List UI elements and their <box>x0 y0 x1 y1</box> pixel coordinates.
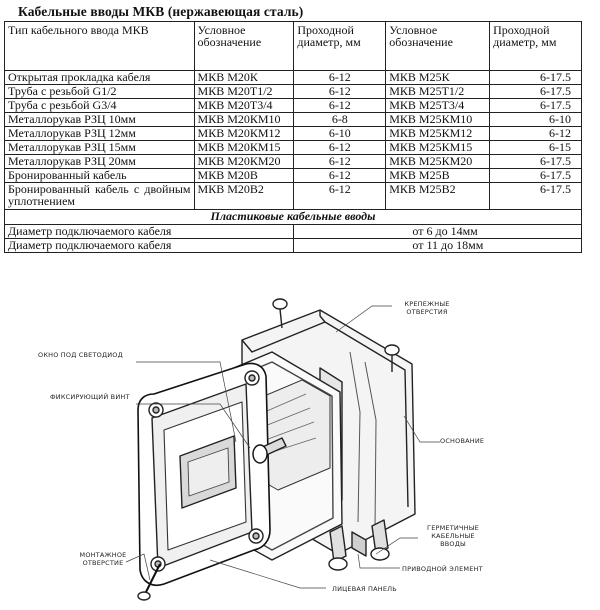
cell-designation-m20: МКВ М20В2 <box>194 183 294 210</box>
cell-value: от 11 до 18мм <box>294 239 582 253</box>
cell-parameter: Диаметр подключаемого кабеля <box>5 239 294 253</box>
cell-diameter-m20: 6-12 <box>294 85 386 99</box>
cell-diameter-m20: 6-12 <box>294 99 386 113</box>
cell-value: от 6 до 14мм <box>294 225 582 239</box>
cable-gland-table <box>4 21 582 253</box>
cell-type: Металлорукав РЗЦ 20мм <box>5 155 195 169</box>
cell-designation-m25: МКВ М25КМ20 <box>386 155 490 169</box>
cell-type: Труба с резьбой G3/4 <box>5 99 195 113</box>
table-row <box>5 85 582 99</box>
callout-mounting-hole: МОНТАЖНОЕ ОТВЕРСТИЕ <box>79 551 127 567</box>
table-row <box>5 71 582 85</box>
cell-diameter-m25: 6-12 <box>490 127 582 141</box>
cell-designation-m20: МКВ М20Т1/2 <box>194 85 294 99</box>
cell-designation-m20: МКВ М20КМ10 <box>194 113 294 127</box>
callout-led-window: ОКНО ПОД СВЕТОДИОД <box>38 351 123 359</box>
cell-designation-m20: МКВ М20КМ20 <box>194 155 294 169</box>
cell-diameter-m25: 6-17.5 <box>490 85 582 99</box>
callout-base: ОСНОВАНИЕ <box>440 437 485 445</box>
cell-diameter-m20: 6-8 <box>294 113 386 127</box>
table-row <box>5 155 582 169</box>
cell-diameter-m20: 6-12 <box>294 155 386 169</box>
cell-diameter-m20: 6-12 <box>294 183 386 210</box>
cell-designation-m20: МКВ М20КМ12 <box>194 127 294 141</box>
cell-type: Металлорукав РЗЦ 10мм <box>5 113 195 127</box>
table-row <box>5 239 582 253</box>
cell-designation-m25: МКВ М25КМ15 <box>386 141 490 155</box>
callout-fixing-screw: ФИКСИРУЮЩИЙ ВИНТ <box>50 393 130 401</box>
callout-mounting-holes: КРЕПЕЖНЫЕ ОТВЕРСТИЯ <box>404 300 450 316</box>
table-row <box>5 127 582 141</box>
cell-designation-m20: МКВ М20КМ15 <box>194 141 294 155</box>
plastic-header: Пластиковые кабельные вводы <box>5 210 582 225</box>
cell-designation-m20: МКВ М20В <box>194 169 294 183</box>
cell-designation-m25: МКВ М25Т3/4 <box>386 99 490 113</box>
cell-diameter-m25: 6-17.5 <box>490 99 582 113</box>
cell-type: Труба с резьбой G1/2 <box>5 85 195 99</box>
page-title: Кабельные вводы МКВ (нержавеющая сталь) <box>18 4 304 19</box>
table-row <box>5 183 582 210</box>
cell-type: Бронированный кабель <box>5 169 195 183</box>
cell-diameter-m25: 6-17.5 <box>490 183 582 210</box>
cell-parameter: Диаметр подключаемого кабеля <box>5 225 294 239</box>
callout-sealed-glands: ГЕРМЕТИЧНЫЕ КАБЕЛЬНЫЕ ВВОДЫ <box>427 524 479 548</box>
cell-designation-m20: МКВ М20Т3/4 <box>194 99 294 113</box>
cell-type: Бронированный кабель с двойным уплотнением <box>5 183 195 210</box>
cell-designation-m25: МКВ М25В2 <box>386 183 490 210</box>
table-row <box>5 113 582 127</box>
table-row <box>5 225 582 239</box>
cell-diameter-m20: 6-10 <box>294 127 386 141</box>
callout-drive-element: ПРИВОДНОЙ ЭЛЕМЕНТ <box>402 565 483 573</box>
cell-type: Открытая прокладка кабеля <box>5 71 195 85</box>
cell-diameter-m20: 6-12 <box>294 71 386 85</box>
cell-type: Металлорукав РЗЦ 15мм <box>5 141 195 155</box>
plastic-section-header <box>5 210 582 225</box>
cell-diameter-m20: 6-12 <box>294 169 386 183</box>
cell-diameter-m20: 6-12 <box>294 141 386 155</box>
table-row <box>5 169 582 183</box>
cell-designation-m25: МКВ М25Т1/2 <box>386 85 490 99</box>
table-row <box>5 99 582 113</box>
cell-designation-m25: МКВ М25К <box>386 71 490 85</box>
header-diameter-m20: Проходной диаметр, мм <box>294 22 386 71</box>
cell-diameter-m25: 6-17.5 <box>490 155 582 169</box>
enclosure-outline <box>138 299 415 600</box>
cell-designation-m25: МКВ М25В <box>386 169 490 183</box>
cell-diameter-m25: 6-17.5 <box>490 71 582 85</box>
cell-diameter-m25: 6-15 <box>490 141 582 155</box>
cell-type: Металлорукав РЗЦ 12мм <box>5 127 195 141</box>
header-designation-m20: Условное обозначение <box>194 22 294 71</box>
header-diameter-m25: Проходной диаметр, мм <box>490 22 582 71</box>
cell-diameter-m25: 6-10 <box>490 113 582 127</box>
table-header-row <box>5 22 582 71</box>
table-row <box>5 141 582 155</box>
cell-designation-m25: МКВ М25КМ10 <box>386 113 490 127</box>
header-designation-m25: Условное обозначение <box>386 22 490 71</box>
header-type: Тип кабельного ввода МКВ <box>5 22 195 71</box>
cell-designation-m25: МКВ М25КМ12 <box>386 127 490 141</box>
cell-diameter-m25: 6-17.5 <box>490 169 582 183</box>
cell-designation-m20: МКВ М20К <box>194 71 294 85</box>
callout-front-panel: ЛИЦЕВАЯ ПАНЕЛЬ <box>332 585 397 593</box>
